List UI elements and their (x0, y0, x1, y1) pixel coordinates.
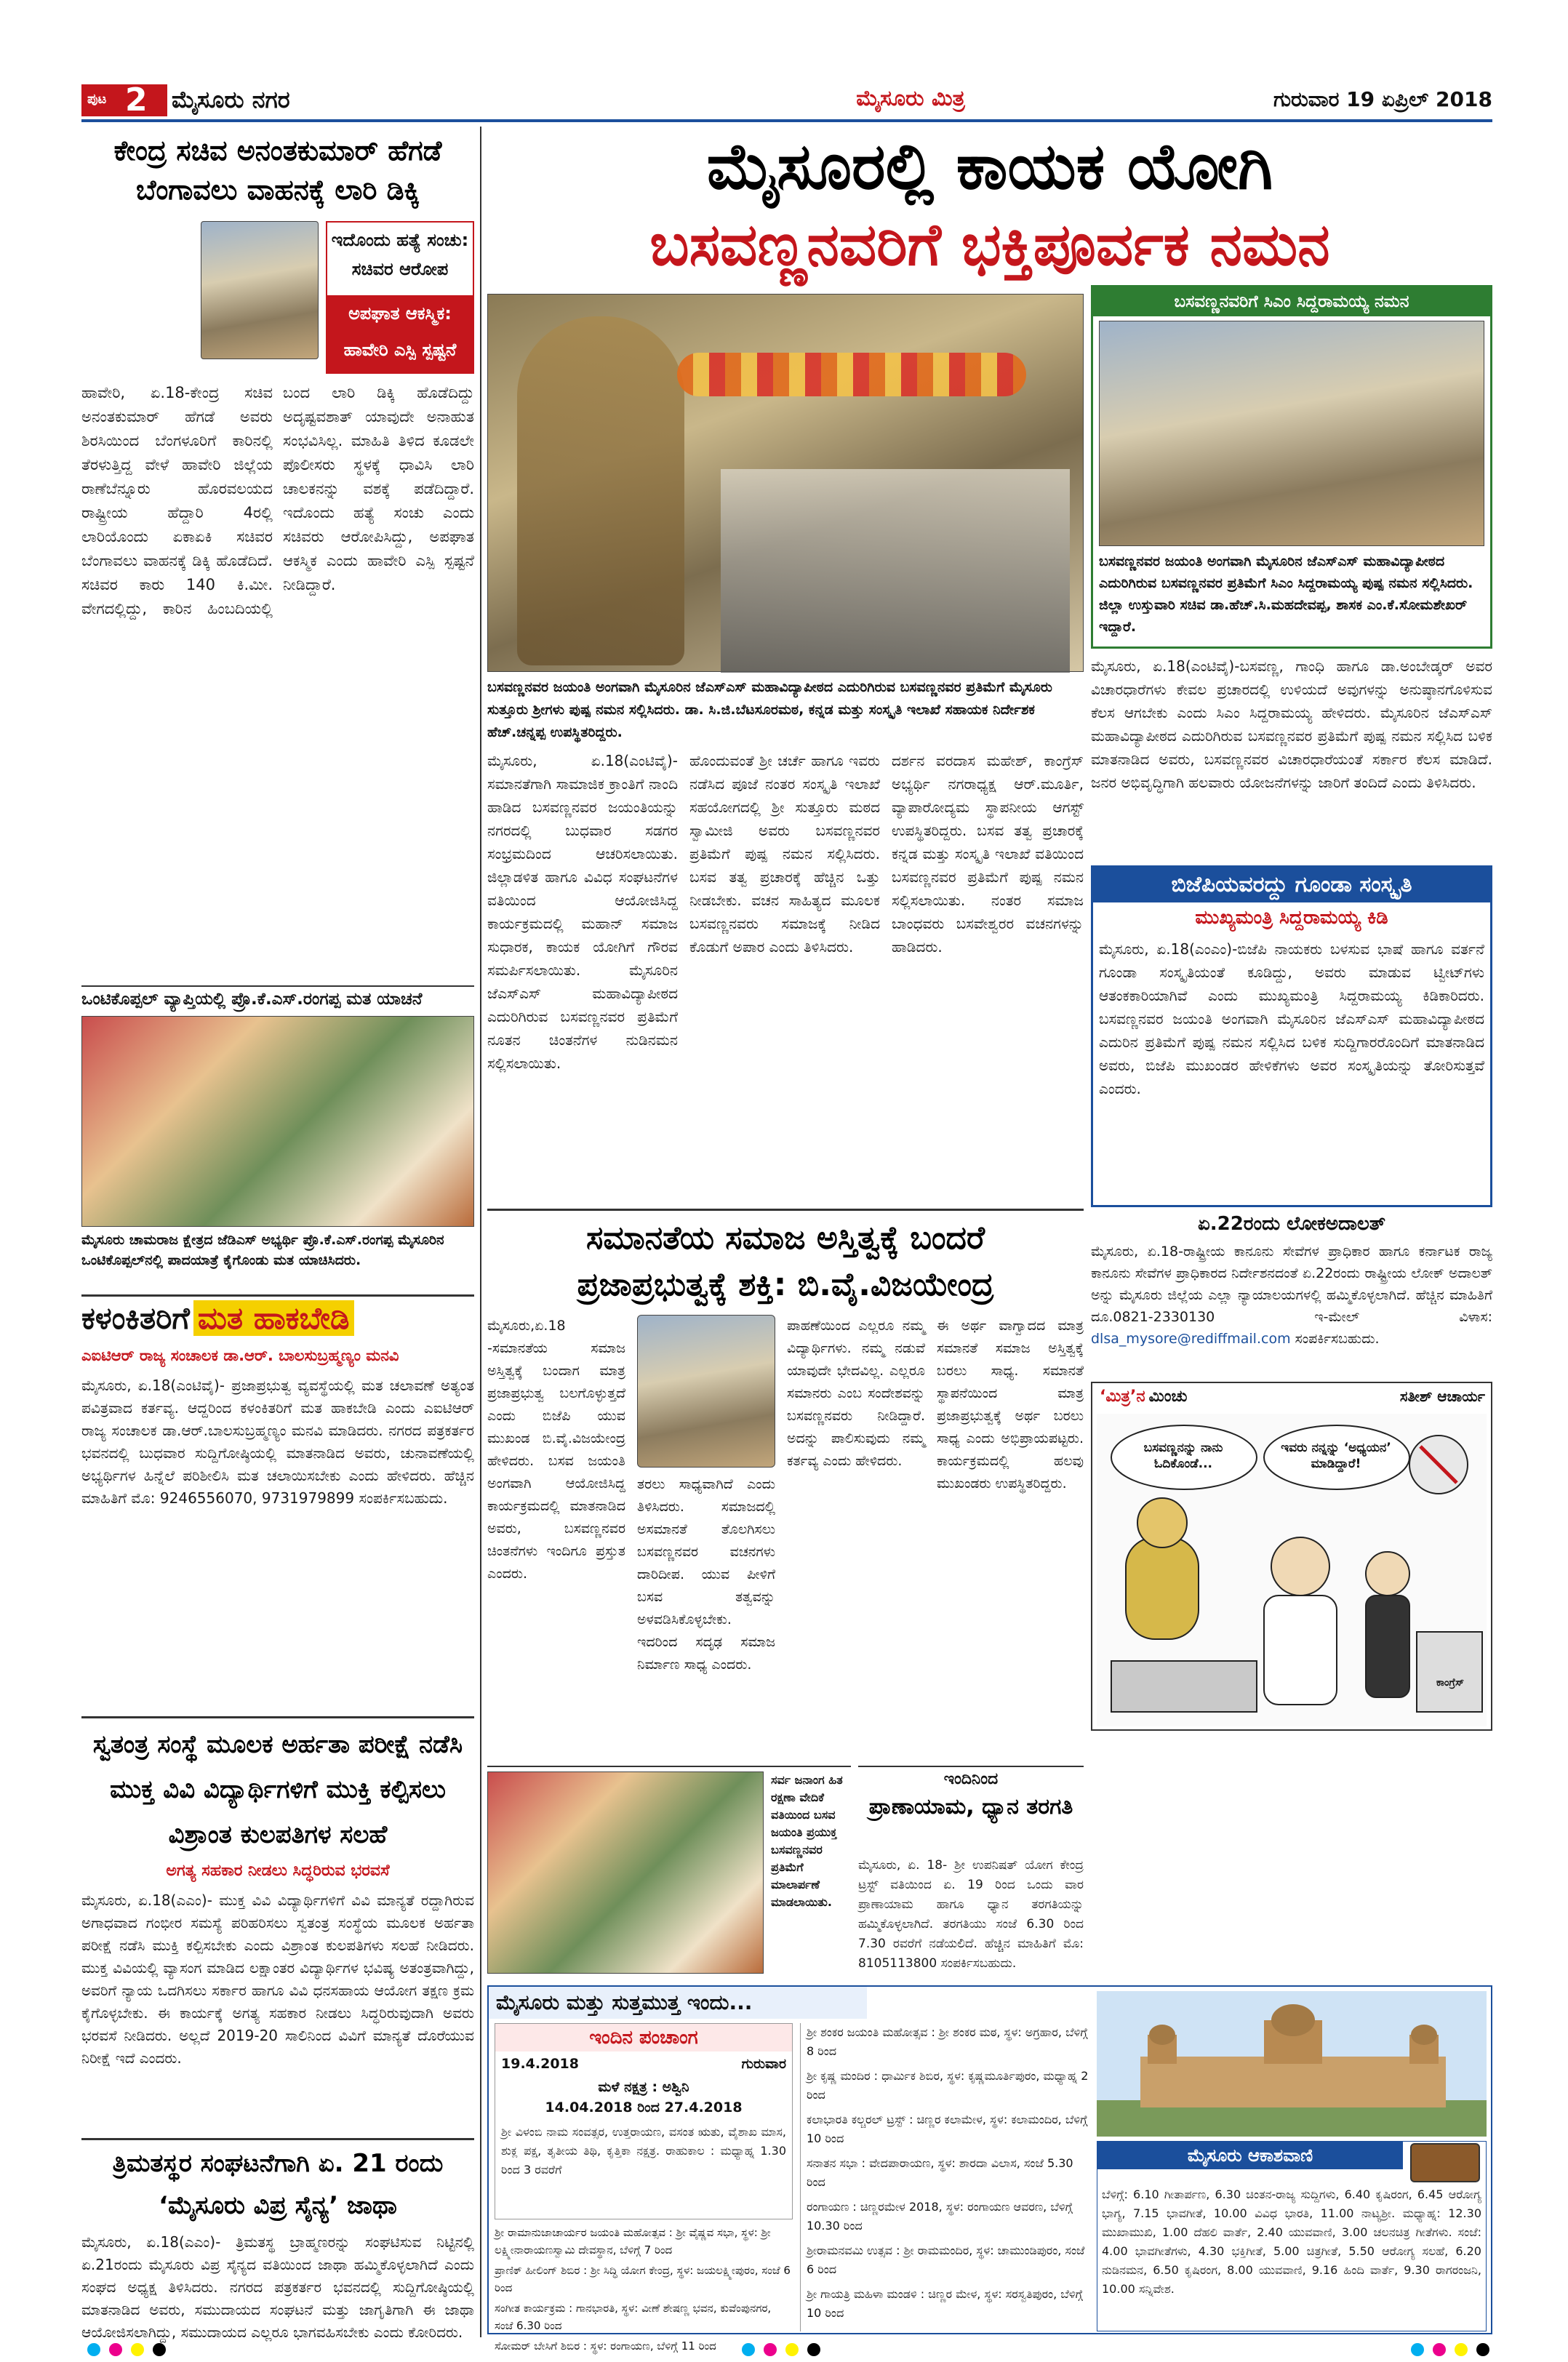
cartoon-artist: ಸತೀಶ್ ಆಚಾರ್ಯ (1399, 1388, 1485, 1405)
cm-tribute-caption: ಬಸವಣ್ಣನವರ ಜಯಂತಿ ಅಂಗವಾಗಿ ಮೈಸೂರಿನ ಜೆಎಸ್‌ಎಸ್ ಮಹಾವಿದ್ಯಾಪೀಠದ ಎದುರಿಗಿರುವ ಬಸವಣ್ಣನವರ ಪ್ರತಿಮೆಗೆ ಸಿಎಂ ಸಿದ್ದರಾಮಯ್ಯ ಪುಷ್ಪ ನಮನ ಸಲ್ಲಿಸಿದರು. ಜಿಲ್ಲಾ ಉಸ್ತುವಾರಿ ಸಚಿವ ಡಾ.ಹೆಚ್.ಸಿ.ಮಹದೇವಪ್ಪ, ಶಾಸಕ ಎಂ.ಕೆ.ಸೋಮಶೇಖರ್ ಇದ್ದಾರೆ. (1099, 553, 1473, 635)
header-rule (81, 119, 1492, 122)
lead-headline-block (487, 127, 1492, 287)
event-item: ಸನಾತನ ಸಭಾ : ವೇದಪಾರಾಯಣ, ಸ್ಥಳ: ಶಾರದಾ ವಿಲಾಸ, ಸಂಜೆ 5.30 ರಿಂದ (807, 2156, 1073, 2189)
lok-adalat-email[interactable]: dlsa_mysore@rediffmail.com (1091, 1331, 1291, 1347)
lead-body-col2: ಹೊಂದುವಂತೆ ಶ್ರೀ ಚರ್ಚೆ ಹಾಗೂ ಇವರು ನಡೆಸಿದ ಪೂಜೆ ನಂತರ ಸಂಸ್ಕೃತಿ ಇಲಾಖೆ ಸಹಯೋಗದಲ್ಲಿ ಶ್ರೀ ಸುತ್ತೂರು ಮಠದ ಸ್ವಾಮೀಜಿ ಅವರು ಬಸವಣ್ಣನವರ ಪ್ರತಿಮೆಗೆ ಪುಷ್ಪ ನಮನ ಸಲ್ಲಿಸಿದರು. ಬಸವ ತತ್ವ ಪ್ರಚಾರಕ್ಕೆ ಹೆಚ್ಚಿನ ಒತ್ತು ನೀಡಬೇಕು. ವಚನ ಸಾಹಿತ್ಯದ ಮೂಲಕ ಬಸವಣ್ಣನವರು ಸಮಾಜಕ್ಕೆ ನೀಡಿದ ಕೊಡುಗೆ ಅಪಾರ ಎಂದು ತಿಳಿಸಿದರು. (689, 752, 880, 956)
forum-story (487, 1766, 851, 1977)
lead-headline-1: ಮೈಸೂರಲ್ಲಿ ಕಾಯಕ ಯೋಗಿ (706, 129, 1273, 204)
yoga-kicker: ಇಂದಿನಿಂದ (943, 1770, 999, 1788)
cartoon-bubble-2: ಇವರು ನನ್ನನ್ನು ‘ಅಧ್ಯಯನ’ ಮಾಡಿದ್ದಾರೆ! (1281, 1441, 1391, 1471)
vote-appeal-story (81, 1294, 474, 1709)
events-right-list (800, 2023, 1089, 2331)
radio-icon (1410, 2143, 1480, 2182)
event-item: ಶ್ರೀ ಕೃಷ್ಣ ಮಂದಿರ : ಧಾರ್ಮಿಕ ಶಿಬಿರ, ಸ್ಥಳ: ಕೃಷ್ಣಮೂರ್ತಿಪುರಂ, ಮಧ್ಯಾಹ್ನ 2 ರಿಂದ (807, 2069, 1089, 2102)
equality-col3: ಪಾಹಣೆಯಿಂದ ಎಲ್ಲರೂ ನಮ್ಮ ವಿದ್ಯಾರ್ಥಿಗಳು. ನಮ್ಮ ನಡುವೆ ಯಾವುದೇ ಭೇದವಿಲ್ಲ. ಎಲ್ಲರೂ ಸಮಾನರು ಎಂಬ ಸಂದೇಶವನ್ನು ಬಸವಣ್ಣನವರು ನೀಡಿದ್ದಾರೆ. ಅದನ್ನು ಪಾಲಿಸುವುದು ನಮ್ಮ ಕರ್ತವ್ಯ ಎಂದು ಹೇಳಿದರು. (787, 1318, 925, 1469)
cm-tribute-title: ಬಸವಣ್ಣನವರಿಗೆ ಸಿಎಂ ಸಿದ್ದರಾಮಯ್ಯ ನಮನ (1093, 287, 1490, 316)
vipra-story (81, 2138, 474, 2341)
open-university-subhead: ಅಗತ್ಯ ಸಹಕಾರ ನೀಡಲು ಸಿದ್ಧರಿರುವ ಭರವಸೆ (166, 1862, 390, 1880)
panchanga-day: ಗುರುವಾರ (741, 2056, 786, 2072)
radio-schedule: ಬೆಳಿಗ್ಗೆ: 6.10 ಗೀತಾರ್ಪಣ, 6.30 ಚಿಂತನ-ರಾಜ್ಯ ಸುದ್ದಿಗಳು, 6.40 ಕೃಷಿರಂಗ, 6.45 ಆರೋಗ್ಯ ಭಾಗ್ಯ, 7.15 ಭಾವಗೀತೆ, 10.00 ವಿವಿಧ ಭಾರತಿ, 11.00 ನಾಟ್ಯಶ್ರೀ. ಮಧ್ಯಾಹ್ನ: 12.30 ಮುಖಾಮುಖಿ, 1.00 ದೆಹಲಿ ವಾರ್ತೆ, 2.40 ಯುವವಾಣಿ, 3.00 ಚಲನಚಿತ್ರ ಗೀತೆಗಳು. ಸಂಜೆ: 4.00 ಭಾವಗೀತೆಗಳು, 4.30 ಭಕ್ತಿಗೀತೆ, 5.00 ಚಿತ್ರಗೀತೆ, 5.50 ಆರೋಗ್ಯ ಸಲಹೆ, 6.20 ನುಡಿನಮನ, 6.50 ಕೃಷಿರಂಗ, 8.00 ಯುವವಾಣಿ, 9.16 ಹಿಂದಿ ವಾರ್ತೆ, 9.30 ರಾಗರಂಜನಿ, 10.00 ಸನ್ನಿವೇಶ. (1102, 2187, 1481, 2296)
goonda-headline: ಬಿಜೆಪಿಯವರದ್ದು ಗೂಂಡಾ ಸಂಸ್ಕೃತಿ (1093, 868, 1490, 902)
cm-story-body: ಮೈಸೂರು, ಏ.18(ಎಂಟಿವೈ)-ಬಸವಣ್ಣ, ಗಾಂಧಿ ಹಾಗೂ ಡಾ.ಅಂಬೇಡ್ಕರ್ ಅವರ ವಿಚಾರಧಾರೆಗಳು ಕೇವಲ ಪ್ರಚಾರದಲ್ಲಿ ಉಳಿಯದೆ ಅವುಗಳನ್ನು ಅನುಷ್ಠಾನಗೊಳಿಸುವ ಕೆಲಸ ಆಗಬೇಕು ಎಂದು ಸಿಎಂ ಸಿದ್ದರಾಮಯ್ಯ ಹೇಳಿದರು. ಮೈಸೂರಿನ ಜೆಎಸ್‌ಎಸ್ ಮಹಾವಿದ್ಯಾಪೀಠದ ಎದುರಿಗಿರುವ ಬಸವಣ್ಣನವರ ಪ್ರತಿಮೆಗೆ ಪುಷ್ಪ ನಮನ ಸಲ್ಲಿಸಿದ ಬಳಿಕ ಮಾತನಾಡಿದ ಅವರು, ಬಸವಣ್ಣನವರ ವಿಚಾರಧಾರೆಯಂತೆ ಸರ್ಕಾರ ಕೆಲಸ ಮಾಡಿದೆ. ಜನರ ಅಭಿವೃದ್ಧಿಗಾಗಿ ಹಲವಾರು ಯೋಜನೆಗಳನ್ನು ಜಾರಿಗೆ ತಂದಿದೆ ಎಂದು ತಿಳಿಸಿದರು. (1091, 657, 1492, 791)
vote-appeal-subhead: ಎಐಟಿಆರ್ ರಾಜ್ಯ ಸಂಚಾಲಕ ಡಾ.ಆರ್. ಬಾಲಸುಬ್ರಹ್ಮಣ್ಯಂ ಮನವಿ (81, 1347, 399, 1364)
event-item: ಶ್ರೀರಾಮನವಮಿ ಉತ್ಸವ : ಶ್ರೀ ರಾಮಮಂದಿರ, ಸ್ಥಳ: ಚಾಮುಂಡಿಪುರಂ, ಸಂಜೆ 6 ರಿಂದ (807, 2243, 1085, 2276)
panchanga-title: ಇಂದಿನ ಪಂಚಾಂಗ (495, 2024, 792, 2051)
today-title: ಮೈಸೂರು ಮತ್ತು ಸುತ್ತಮುತ್ತ ಇಂದು... (489, 1987, 867, 2019)
lead-headline-2: ಬಸವಣ್ಣನವರಿಗೆ ಭಕ್ತಿಪೂರ್ವಕ ನಮನ (649, 211, 1330, 279)
forum-caption: ಸರ್ವ ಜನಾಂಗ ಹಿತ ರಕ್ಷಣಾ ವೇದಿಕೆ ವತಿಯಿಂದ ಬಸವ ಜಯಂತಿ ಪ್ರಯುಕ್ತ ಬಸವಣ್ಣನವರ ಪ್ರತಿಮೆಗೆ ಮಾಲಾರ್ಪಣೆ ಮಾಡಲಾಯಿತು. (771, 1773, 843, 1909)
lok-adalat-body: ಮೈಸೂರು, ಏ.18-ರಾಷ್ಟ್ರೀಯ ಕಾನೂನು ಸೇವೆಗಳ ಪ್ರಾಧಿಕಾರ ಹಾಗೂ ಕರ್ನಾಟಕ ರಾಜ್ಯ ಕಾನೂನು ಸೇವೆಗಳ ಪ್ರಾಧಿಕಾರದ ನಿರ್ದೇಶನದಂತೆ ಏ.22ರಂದು ರಾಷ್ಟ್ರೀಯ ಲೋಕ್ ಅದಾಲತ್ ಅನ್ನು ಮೈಸೂರು ಜಿಲ್ಲೆಯ ಎಲ್ಲಾ ನ್ಯಾಯಾಲಯಗಳಲ್ಲಿ ಹಮ್ಮಿಕೊಳ್ಳಲಾಗಿದೆ. ಹೆಚ್ಚಿನ ಮಾಹಿತಿಗೆ ದೂ.0821-2330130 ಇ-ಮೇಲ್ ವಿಳಾಸ: (1091, 1244, 1492, 1325)
campaign-headline: ಒಂಟಿಕೊಪ್ಪಲ್ ವ್ಯಾಪ್ತಿಯಲ್ಲಿ ಪ್ರೊ.ಕೆ.ಎಸ್.ರಂಗಪ್ಪ ಮತ ಯಾಚನೆ (81, 990, 423, 1009)
panchanga-body: ಶ್ರೀ ವಿಳಂಬಿ ನಾಮ ಸಂವತ್ಸರ, ಉತ್ತರಾಯಣ, ವಸಂತ ಋತು, ವೈಶಾಖ ಮಾಸ, ಶುಕ್ಲ ಪಕ್ಷ, ತೃತೀಯ ತಿಥಿ, ಕೃತ್ತಿಕಾ ನಕ್ಷತ್ರ. ರಾಹುಕಾಲ : ಮಧ್ಯಾಹ್ನ 1.30 ರಿಂದ 3 ರವರೆಗೆ (501, 2125, 786, 2177)
lok-adalat-headline: ಏ.22ರಂದು ಲೋಕಅದಾಲತ್ (1197, 1213, 1386, 1235)
panchanga-date: 19.4.2018 (501, 2056, 579, 2072)
minister-photo (201, 221, 319, 359)
equality-headline-2: ಪ್ರಜಾಪ್ರಭುತ್ವಕ್ಕೆ ಶಕ್ತಿ: ಬಿ.ವೈ.ವಿಜಯೇಂದ್ರ (577, 1266, 994, 1303)
section-title: ಮೈಸೂರು ನಗರ (172, 86, 290, 113)
palace-illustration (1097, 1991, 1487, 2137)
equality-col4: ಈ ಅರ್ಥ ವಾಗ್ವಾದದ ಮಾತ್ರ ಸಮಾನತೆ ಸಮಾಜ ಅಸ್ತಿತ್ವಕ್ಕೆ ಬರಲು ಸಾಧ್ಯ. ಸಮಾನತೆ ಸ್ಥಾಪನೆಯಿಂದ ಮಾತ್ರ ಪ್ರಜಾಪ್ರಭುತ್ವಕ್ಕೆ ಅರ್ಥ ಬರಲು ಸಾಧ್ಯ ಎಂದು ಅಭಿಪ್ರಾಯಪಟ್ಟರು. ಕಾರ್ಯಕ್ರಮದಲ್ಲಿ ಹಲವು ಮುಖಂಡರು ಉಪಸ್ಥಿತರಿದ್ದರು. (937, 1318, 1084, 1492)
page-number: 2 (125, 81, 148, 119)
issue-date: ಗುರುವಾರ 19 ಏಪ್ರಿಲ್ 2018 (1273, 87, 1492, 111)
cartoon-title-1: ‘ಮಿತ್ರ’ನ (1100, 1388, 1145, 1406)
page-label: ಪುಟ (87, 92, 107, 107)
event-item: ಶ್ರೀ ರಾಮಾನುಜಾಚಾರ್ಯರ ಜಯಂತಿ ಮಹೋತ್ಸವ : ಶ್ರೀ ವೈಷ್ಣವ ಸಭಾ, ಸ್ಥಳ: ಶ್ರೀ ಲಕ್ಷ್ಮೀನಾರಾಯಣಸ್ವಾಮಿ ದೇವಸ್ಥಾನ, ಬೆಳಿಗ್ಗೆ 7 ರಿಂದ (495, 2226, 771, 2257)
vote-appeal-headline-2: ಮತ ಹಾಕಬೇಡಿ (193, 1300, 354, 1336)
left-top-story (81, 127, 474, 977)
forum-photo (487, 1772, 764, 1974)
campaign-caption: ಮೈಸೂರು ಚಾಮರಾಜ ಕ್ಷೇತ್ರದ ಜೆಡಿಎಸ್ ಅಭ್ಯರ್ಥಿ ಪ್ರೊ.ಕೆ.ಎಸ್.ರಂಗಪ್ಪ ಮೈಸೂರಿನ ಒಂಟಿಕೊಪ್ಪಲ್‌ನಲ್ಲಿ ಪಾದಯಾತ್ರೆ ಕೈಗೊಂಡು ಮತ ಯಾಚಿಸಿದರು. (81, 1232, 444, 1268)
page-number-box (81, 81, 167, 119)
vijayendra-photo (637, 1315, 775, 1468)
event-item: ಸೋಮರ್ ಬೇಸಿಗೆ ಶಿಬಿರ : ಸ್ಥಳ: ರಂಗಾಯಣ, ಬೆಳಿಗ್ಗೆ 11 ರಿಂದ (495, 2339, 716, 2353)
equality-story (487, 1209, 1084, 1761)
yoga-headline: ಪ್ರಾಣಾಯಾಮ, ಧ್ಯಾನ ತರಗತಿ (868, 1794, 1073, 1819)
equality-col2: ತರಲು ಸಾಧ್ಯವಾಗಿದೆ ಎಂದು ತಿಳಿಸಿದರು. ಸಮಾಜದಲ್ಲಿ ಅಸಮಾನತೆ ತೊಲಗಿಸಲು ಬಸವಣ್ಣನವರ ವಚನಗಳು ದಾರಿದೀಪ. ಯುವ ಪೀಳಿಗೆ ಬಸವ ತತ್ವವನ್ನು ಅಳವಡಿಸಿಕೊಳ್ಳಬೇಕು. ಇದರಿಂದ ಸದೃಢ ಸಮಾಜ ನಿರ್ಮಾಣ ಸಾಧ್ಯ ಎಂದರು. (637, 1476, 775, 1673)
male-nakshatra: ಮಳೆ ನಕ್ಷತ್ರ : ಅಶ್ವಿನಿ (598, 2079, 689, 2095)
cartoon-panel (1091, 1382, 1492, 1731)
open-university-story (81, 1716, 474, 2131)
event-item: ಸಂಗೀತ ಕಾರ್ಯಕ್ರಮ : ಗಾನಭಾರತಿ, ಸ್ಥಳ: ವೀಣೆ ಶೇಷಣ್ಣ ಭವನ, ಕುವೆಂಪುನಗರ, ಸಂಜೆ 6.30 ರಿಂದ (495, 2302, 772, 2332)
event-item: ರಂಗಾಯಣ : ಚಿಣ್ಣರಮೇಳ 2018, ಸ್ಥಳ: ರಂಗಾಯಣ ಆವರಣ, ಬೆಳಿಗ್ಗೆ 10.30 ರಿಂದ (807, 2200, 1073, 2233)
yoga-body: ಮೈಸೂರು, ಏ. 18- ಶ್ರೀ ಉಪನಿಷತ್ ಯೋಗ ಕೇಂದ್ರ ಟ್ರಸ್ಟ್ ವತಿಯಿಂದ ಏ. 19 ರಿಂದ ಒಂದು ವಾರ ಪ್ರಾಣಾಯಾಮ ಹಾಗೂ ಧ್ಯಾನ ತರಗತಿಯನ್ನು ಹಮ್ಮಿಕೊಳ್ಳಲಾಗಿದೆ. ತರಗತಿಯು ಸಂಜೆ 6.30 ರಿಂದ 7.30 ರವರೆಗೆ ನಡೆಯಲಿದೆ. ಹೆಚ್ಚಿನ ಮಾಹಿತಿಗೆ ಮೊ: 8105113800 ಸಂಪರ್ಕಿಸಬಹುದು. (858, 1858, 1084, 1971)
open-university-body: ಮೈಸೂರು, ಏ.18(ಎಎಂ)- ಮುಕ್ತ ವಿವಿ ವಿದ್ಯಾರ್ಥಿಗಳಿಗೆ ವಿವಿ ಮಾನ್ಯತೆ ರದ್ದಾಗಿರುವ ಅಗಾಧವಾದ ಗಂಭೀರ ಸಮಸ್ಯೆ ಪರಿಹರಿಸಲು ಸ್ವತಂತ್ರ ಸಂಸ್ಥೆಯ ಮೂಲಕ ಅರ್ಹತಾ ಪರೀಕ್ಷೆ ನಡೆಸಿ ಮುಕ್ತಿ ಕಲ್ಪಿಸಬೇಕು ಎಂದು ವಿಶ್ರಾಂತ ಕುಲಪತಿಗಳು ಸಲಹೆ ನೀಡಿದರು. ಮುಕ್ತ ವಿವಿಯಲ್ಲಿ ವ್ಯಾಸಂಗ ಮಾಡಿದ ಲಕ್ಷಾಂತರ ವಿದ್ಯಾರ್ಥಿಗಳ ಭವಿಷ್ಯ ಅತಂತ್ರವಾಗಿದ್ದು, ಅವರಿಗೆ ನ್ಯಾಯ ಒದಗಿಸಲು ಸರ್ಕಾರ ಹಾಗೂ ವಿವಿ ಧನಸಹಾಯ ಆಯೋಗ ತಕ್ಷಣ ಕ್ರಮ ಕೈಗೊಳ್ಳಬೇಕು. ಈ ಕಾರ್ಯಕ್ಕೆ ಅಗತ್ಯ ಸಹಕಾರ ನೀಡಲು ಸಿದ್ಧರಿರುವುದಾಗಿ ಅವರು ಭರವಸೆ ನೀಡಿದರು. ಅಲ್ಲದೆ 2019-20 ಸಾಲಿನಿಂದ ವಿವಿಗೆ ಮಾನ್ಯತೆ ದೊರೆಯುವ ನಿರೀಕ್ಷೆ ಇದೆ ಎಂದರು. (81, 1891, 474, 2067)
registration-marks-center (742, 2343, 820, 2356)
event-item: ಕಲಾಭಾರತಿ ಕಲ್ಚರಲ್ ಟ್ರಸ್ಟ್ : ಚಿಣ್ಣರ ಕಲಾಮೇಳ, ಸ್ಥಳ: ಕಲಾಮಂದಿರ, ಬೆಳಿಗ್ಗೆ 10 ರಿಂದ (807, 2113, 1088, 2145)
goonda-body: ಮೈಸೂರು, ಏ.18(ಎಂಎಂ)-ಬಿಜೆಪಿ ನಾಯಕರು ಬಳಸುವ ಭಾಷೆ ಹಾಗೂ ವರ್ತನೆ ಗೂಂಡಾ ಸಂಸ್ಕೃತಿಯಂತೆ ಕೂಡಿದ್ದು, ಅವರು ಮಾಡುವ ಟ್ವೀಟ್‌ಗಳು ಆತಂಕಕಾರಿಯಾಗಿವೆ ಎಂದು ಮುಖ್ಯಮಂತ್ರಿ ಸಿದ್ದರಾಮಯ್ಯ ಕಿಡಿಕಾರಿದರು. ಬಸವಣ್ಣನವರ ಜಯಂತಿ ಅಂಗವಾಗಿ ಮೈಸೂರಿನ ಜೆಎಸ್‌ಎಸ್ ಮಹಾವಿದ್ಯಾಪೀಠದ ಎದುರಿನ ಪ್ರತಿಮೆಗೆ ಪುಷ್ಪ ನಮನ ಸಲ್ಲಿಸಿದ ಬಳಿಕ ಸುದ್ದಿಗಾರರೊಂದಿಗೆ ಮಾತನಾಡಿದ ಅವರು, ಬಿಜೆಪಿ ಮುಖಂಡರ ಹೇಳಿಕೆಗಳು ಅವರ ಸಂಸ್ಕೃತಿಯನ್ನು ತೋರಿಸುತ್ತವೆ ಎಂದರು. (1099, 940, 1484, 1097)
yoga-story (858, 1766, 1084, 1977)
vipra-headline: ತ್ರಿಮತಸ್ಥರ ಸಂಘಟನೆಗಾಗಿ ಏ. 21 ರಂದು ‘ಮೈಸೂರು ವಿಪ್ರ ಸೈನ್ಯ’ ಜಾಥಾ (112, 2149, 444, 2220)
event-item: ಪ್ರಾಣಿಕ್ ಹೀಲಿಂಗ್ ಶಿಬಿರ : ಶ್ರೀ ಸಿದ್ಧಿ ಯೋಗ ಕೇಂದ್ರ, ಸ್ಥಳ: ಜಯಲಕ್ಷ್ಮೀಪುರಂ, ಸಂಜೆ 6 ರಿಂದ (495, 2264, 791, 2294)
goonda-subhead: ಮುಖ್ಯಮಂತ್ರಿ ಸಿದ್ದರಾಮಯ್ಯ ಕಿಡಿ (1195, 907, 1388, 929)
events-left-list (495, 2224, 793, 2353)
cm-tribute-photo (1099, 321, 1484, 546)
open-university-headline: ಸ್ವತಂತ್ರ ಸಂಸ್ಥೆ ಮೂಲಕ ಅರ್ಹತಾ ಪರೀಕ್ಷೆ ನಡೆಸಿ ಮುಕ್ತ ವಿವಿ ವಿದ್ಯಾರ್ಥಿಗಳಿಗೆ ಮುಕ್ತಿ ಕಲ್ಪಿಸಲು ವಿಶ್ರಾಂತ ಕುಲಪತಿಗಳ ಸಲಹೆ (92, 1730, 463, 1849)
lead-photo (487, 294, 1084, 672)
vote-appeal-body: ಮೈಸೂರು, ಏ.18(ಎಂಟಿವೈ)- ಪ್ರಜಾಪ್ರಭುತ್ವ ವ್ಯವಸ್ಥೆಯಲ್ಲಿ ಮತ ಚಲಾವಣೆ ಅತ್ಯಂತ ಪವಿತ್ರವಾದ ಕರ್ತವ್ಯ. ಆದ್ದರಿಂದ ಕಳಂಕಿತರಿಗೆ ಮತ ಹಾಕಬೇಡಿ ಎಂದು ಎಐಟಿಆರ್ ರಾಜ್ಯ ಸಂಚಾಲಕ ಡಾ.ಆರ್.ಬಾಲಸುಬ್ರಹ್ಮಣ್ಯಂ ಮನವಿ ಮಾಡಿದರು. ನಗರದ ಪತ್ರಕರ್ತರ ಭವನದಲ್ಲಿ ಬುಧವಾರ ಸುದ್ದಿಗೋಷ್ಠಿಯಲ್ಲಿ ಮಾತನಾಡಿದ ಅವರು, ಚುನಾವಣೆಯಲ್ಲಿ ಅಭ್ಯರ್ಥಿಗಳ ಹಿನ್ನೆಲೆ ಪರಿಶೀಲಿಸಿ ಮತ ಚಲಾಯಿಸಬೇಕು ಎಂದು ಹೇಳಿದರು. ಹೆಚ್ಚಿನ ಮಾಹಿತಿಗೆ ಮೊ: 9246556070, 9731979899 ಸಂಪರ್ಕಿಸಬಹುದು. (81, 1377, 474, 1507)
lead-body-col1: ಮೈಸೂರು, ಏ.18(ಎಂಟಿವೈ)-ಸಮಾನತೆಗಾಗಿ ಸಾಮಾಜಿಕ ಕ್ರಾಂತಿಗೆ ನಾಂದಿ ಹಾಡಿದ ಬಸವಣ್ಣನವರ ಜಯಂತಿಯನ್ನು ನಗರದಲ್ಲಿ ಬುಧವಾರ ಸಡಗರ ಸಂಭ್ರಮದಿಂದ ಆಚರಿಸಲಾಯಿತು. ಜಿಲ್ಲಾಡಳಿತ ಹಾಗೂ ವಿವಿಧ ಸಂಘಟನೆಗಳ ವತಿಯಿಂದ ಆಯೋಜಿಸಿದ್ದ ಕಾರ್ಯಕ್ರಮದಲ್ಲಿ ಮಹಾನ್ ಸಮಾಜ ಸುಧಾರಕ, ಕಾಯಕ ಯೋಗಿಗೆ ಗೌರವ ಸಮರ್ಪಿಸಲಾಯಿತು. ಮೈಸೂರಿನ ಜೆಎಸ್‌ಎಸ್ ಮಹಾವಿದ್ಯಾಪೀಠದ ಎದುರಿಗಿರುವ ಬಸವಣ್ಣನವರ ಪ್ರತಿಮೆಗೆ ನೂತನ ಚಿಂತನೆಗಳ ನುಡಿನಮನ ಸಲ್ಲಿಸಲಾಯಿತು. (487, 752, 678, 1072)
campaign-photo (81, 1016, 474, 1227)
lok-adalat-story (1091, 1213, 1492, 1377)
lead-body-col3: ದರ್ಶನ ವರದಾಸ ಮಹೇಶ್, ಕಾಂಗ್ರೆಸ್ ಅಭ್ಯರ್ಥಿ ನಗರಾಧ್ಯಕ್ಷ ಆರ್.ಮೂರ್ತಿ, ವ್ಯಾಪಾರೋದ್ಯಮ ಸ್ಥಾಪನೀಯ ಆಗಸ್ಟ್ ಉಪಸ್ಥಿತರಿದ್ದರು. ಬಸವ ತತ್ವ ಪ್ರಚಾರಕ್ಕೆ ಕನ್ನಡ ಮತ್ತು ಸಂಸ್ಕೃತಿ ಇಲಾಖೆ ವತಿಯಿಂದ ಬಸವಣ್ಣನವರ ಪ್ರತಿಮೆಗೆ ಪುಷ್ಪ ನಮನ ಸಲ್ಲಿಸಲಾಯಿತು. ನಂತರ ಸಮಾಜ ಬಾಂಧವರು ಬಸವೇಶ್ವರರ ವಚನಗಳನ್ನು ಹಾಡಿದರು. (892, 752, 1084, 956)
male-dates: 14.04.2018 ರಿಂದ 27.4.2018 (545, 2099, 743, 2115)
left-top-body: ಹಾವೇರಿ, ಏ.18-ಕೇಂದ್ರ ಸಚಿವ ಅನಂತಕುಮಾರ್ ಹೆಗಡೆ ಅವರು ಶಿರಸಿಯಿಂದ ಬೆಂಗಳೂರಿಗೆ ಕಾರಿನಲ್ಲಿ ತೆರಳುತ್ತಿದ್ದ ವೇಳೆ ಹಾವೇರಿ ಜಿಲ್ಲೆಯ ರಾಣೆಬೆನ್ನೂರು ಹೊರವಲಯದ ರಾಷ್ಟ್ರೀಯ ಹೆದ್ದಾರಿ 4ರಲ್ಲಿ ಲಾರಿಯೊಂದು ಏಕಾಏಕಿ ಸಚಿವರ ಬೆಂಗಾವಲು ವಾಹನಕ್ಕೆ ಡಿಕ್ಕಿ ಹೊಡೆದಿದೆ. ಸಚಿವರ ಕಾರು 140 ಕಿ.ಮೀ. ವೇಗದಲ್ಲಿದ್ದು, ಕಾರಿನ ಹಿಂಬದಿಯಲ್ಲಿ ಬಂದ ಲಾರಿ ಡಿಕ್ಕಿ ಹೊಡೆದಿದ್ದು ಅದೃಷ್ಟವಶಾತ್ ಯಾವುದೇ ಅನಾಹುತ ಸಂಭವಿಸಿಲ್ಲ. ಮಾಹಿತಿ ತಿಳಿದ ಕೂಡಲೇ ಪೊಲೀಸರು ಸ್ಥಳಕ್ಕೆ ಧಾವಿಸಿ ಲಾರಿ ಚಾಲಕನನ್ನು ವಶಕ್ಕೆ ಪಡೆದಿದ್ದಾರೆ. ಇದೊಂದು ಹತ್ಯೆ ಸಂಚು ಎಂದು ಸಚಿವರು ಆರೋಪಿಸಿದ್ದು, ಅಪಘಾತ ಆಕಸ್ಮಿಕ ಎಂದು ಹಾವೇರಿ ಎಸ್ಪಿ ಸ್ಪಷ್ಟನೆ ನೀಡಿದ್ದಾರೆ. (81, 384, 474, 617)
cartoon-title-2: ಮಿಂಚು (1148, 1388, 1188, 1406)
today-events-box (487, 1985, 1492, 2353)
vipra-body: ಮೈಸೂರು, ಏ.18(ಎಎಂ)- ತ್ರಿಮತಸ್ಥ ಬ್ರಾಹ್ಮಣರನ್ನು ಸಂಘಟಿಸುವ ನಿಟ್ಟಿನಲ್ಲಿ ಏ.21ರಂದು ಮೈಸೂರು ವಿಪ್ರ ಸೈನ್ಯದ ವತಿಯಿಂದ ಜಾಥಾ ಹಮ್ಮಿಕೊಳ್ಳಲಾಗಿದೆ ಎಂದು ಸಂಘದ ಅಧ್ಯಕ್ಷ ತಿಳಿಸಿದರು. ನಗರದ ಪತ್ರಕರ್ತರ ಭವನದಲ್ಲಿ ಸುದ್ದಿಗೋಷ್ಠಿಯಲ್ಲಿ ಮಾತನಾಡಿದ ಅವರು, ಸಮುದಾಯದ ಸಂಘಟನೆ ಮತ್ತು ಜಾಗೃತಿಗಾಗಿ ಈ ಜಾಥಾ ಆಯೋಜಿಸಲಾಗಿದ್ದು, ಸಮುದಾಯದ ಎಲ್ಲರೂ ಭಾಗವಹಿಸಬೇಕು ಎಂದು ಕೋರಿದರು. (81, 2233, 474, 2341)
vote-appeal-headline-1: ಕಳಂಕಿತರಿಗೆ (81, 1300, 190, 1336)
cm-tribute-box (1091, 285, 1492, 649)
equality-headline-1: ಸಮಾನತೆಯ ಸಮಾಜ ಅಸ್ತಿತ್ವಕ್ಕೆ ಬಂದರೆ (585, 1220, 985, 1257)
panchanga-box (495, 2023, 793, 2219)
radio-box (1097, 2141, 1487, 2331)
cartoon-sign: ಕಾಂಗ್ರೆಸ್ (1436, 1677, 1465, 1689)
goonda-culture-box (1091, 865, 1492, 1207)
equality-col1: ಮೈಸೂರು,ಏ.18 -ಸಮಾನತೆಯ ಸಮಾಜ ಅಸ್ತಿತ್ವಕ್ಕೆ ಬಂದಾಗ ಮಾತ್ರ ಪ್ರಜಾಪ್ರಭುತ್ವ ಬಲಗೊಳ್ಳುತ್ತದೆ ಎಂದು ಬಿಜೆಪಿ ಯುವ ಮುಖಂಡ ಬಿ.ವೈ.ವಿಜಯೇಂದ್ರ ಹೇಳಿದರು. ಬಸವ ಜಯಂತಿ ಅಂಗವಾಗಿ ಆಯೋಜಿಸಿದ್ದ ಕಾರ್ಯಕ್ರಮದಲ್ಲಿ ಮಾತನಾಡಿದ ಅವರು, ಬಸವಣ್ಣನವರ ಚಿಂತನೆಗಳು ಇಂದಿಗೂ ಪ್ರಸ್ತುತ ಎಂದರು. (487, 1318, 625, 1582)
inset-box (326, 221, 474, 374)
inset-headline-2: ಅಪಘಾತ ಆಕಸ್ಮಿಕ: ಹಾವೇರಿ ಎಸ್ಪಿ ಸ್ಪಷ್ಟನೆ (327, 295, 473, 372)
registration-marks-left (87, 2343, 166, 2356)
registration-marks-right (1411, 2343, 1489, 2356)
lok-adalat-tail: ಸಂಪರ್ಕಿಸಬಹುದು. (1295, 1331, 1380, 1347)
radio-title: ಮೈಸೂರು ಆಕಾಶವಾಣಿ (1097, 2142, 1403, 2169)
left-top-headline: ಕೇಂದ್ರ ಸಚಿವ ಅನಂತಕುಮಾರ್ ಹೆಗಡೆ ಬೆಂಗಾವಲು ವಾಹನಕ್ಕೆ ಲಾರಿ ಡಿಕ್ಕಿ (113, 135, 442, 206)
page-header (81, 81, 1492, 119)
event-item: ಶ್ರೀ ಗಾಯತ್ರಿ ಮಹಿಳಾ ಮಂಡಳಿ : ಚಿಣ್ಣರ ಮೇಳ, ಸ್ಥಳ: ಸರಸ್ವತಿಪುರಂ, ಬೆಳಿಗ್ಗೆ 10 ರಿಂದ (807, 2287, 1083, 2320)
event-item: ಶ್ರೀ ಶಂಕರ ಜಯಂತಿ ಮಹೋತ್ಸವ : ಶ್ರೀ ಶಂಕರ ಮಠ, ಸ್ಥಳ: ಅಗ್ರಹಾರ, ಬೆಳಿಗ್ಗೆ 8 ರಿಂದ (807, 2025, 1088, 2058)
cartoon-bubble-1: ಬಸವಣ್ಣನನ್ನು ನಾನು ಓದಿಕೊಂಡೆ... (1143, 1441, 1223, 1471)
campaign-story (81, 985, 474, 1291)
lead-caption: ಬಸವಣ್ಣನವರ ಜಯಂತಿ ಅಂಗವಾಗಿ ಮೈಸೂರಿನ ಜೆಎಸ್‌ಎಸ್ ಮಹಾವಿದ್ಯಾಪೀಠದ ಎದುರಿಗಿರುವ ಬಸವಣ್ಣನವರ ಪ್ರತಿಮೆಗೆ ಮೈಸೂರು ಸುತ್ತೂರು ಶ್ರೀಗಳು ಪುಷ್ಪ ನಮನ ಸಲ್ಲಿಸಿದರು. ಡಾ. ಸಿ.ಜಿ.ಬೆಟಸೂರಮಠ, ಕನ್ನಡ ಮತ್ತು ಸಂಸ್ಕೃತಿ ಇಲಾಖೆ ಸಹಾಯಕ ನಿರ್ದೇಶಕ ಹೆಚ್.ಚನ್ನಪ್ಪ ಉಪಸ್ಥಿತರಿದ್ದರು. (487, 679, 1052, 740)
masthead: ಮೈಸೂರು ಮಿತ್ರ (856, 86, 965, 111)
inset-headline-1: ಇದೊಂದು ಹತ್ಯೆ ಸಂಚು: ಸಚಿವರ ಆರೋಪ (331, 230, 469, 279)
